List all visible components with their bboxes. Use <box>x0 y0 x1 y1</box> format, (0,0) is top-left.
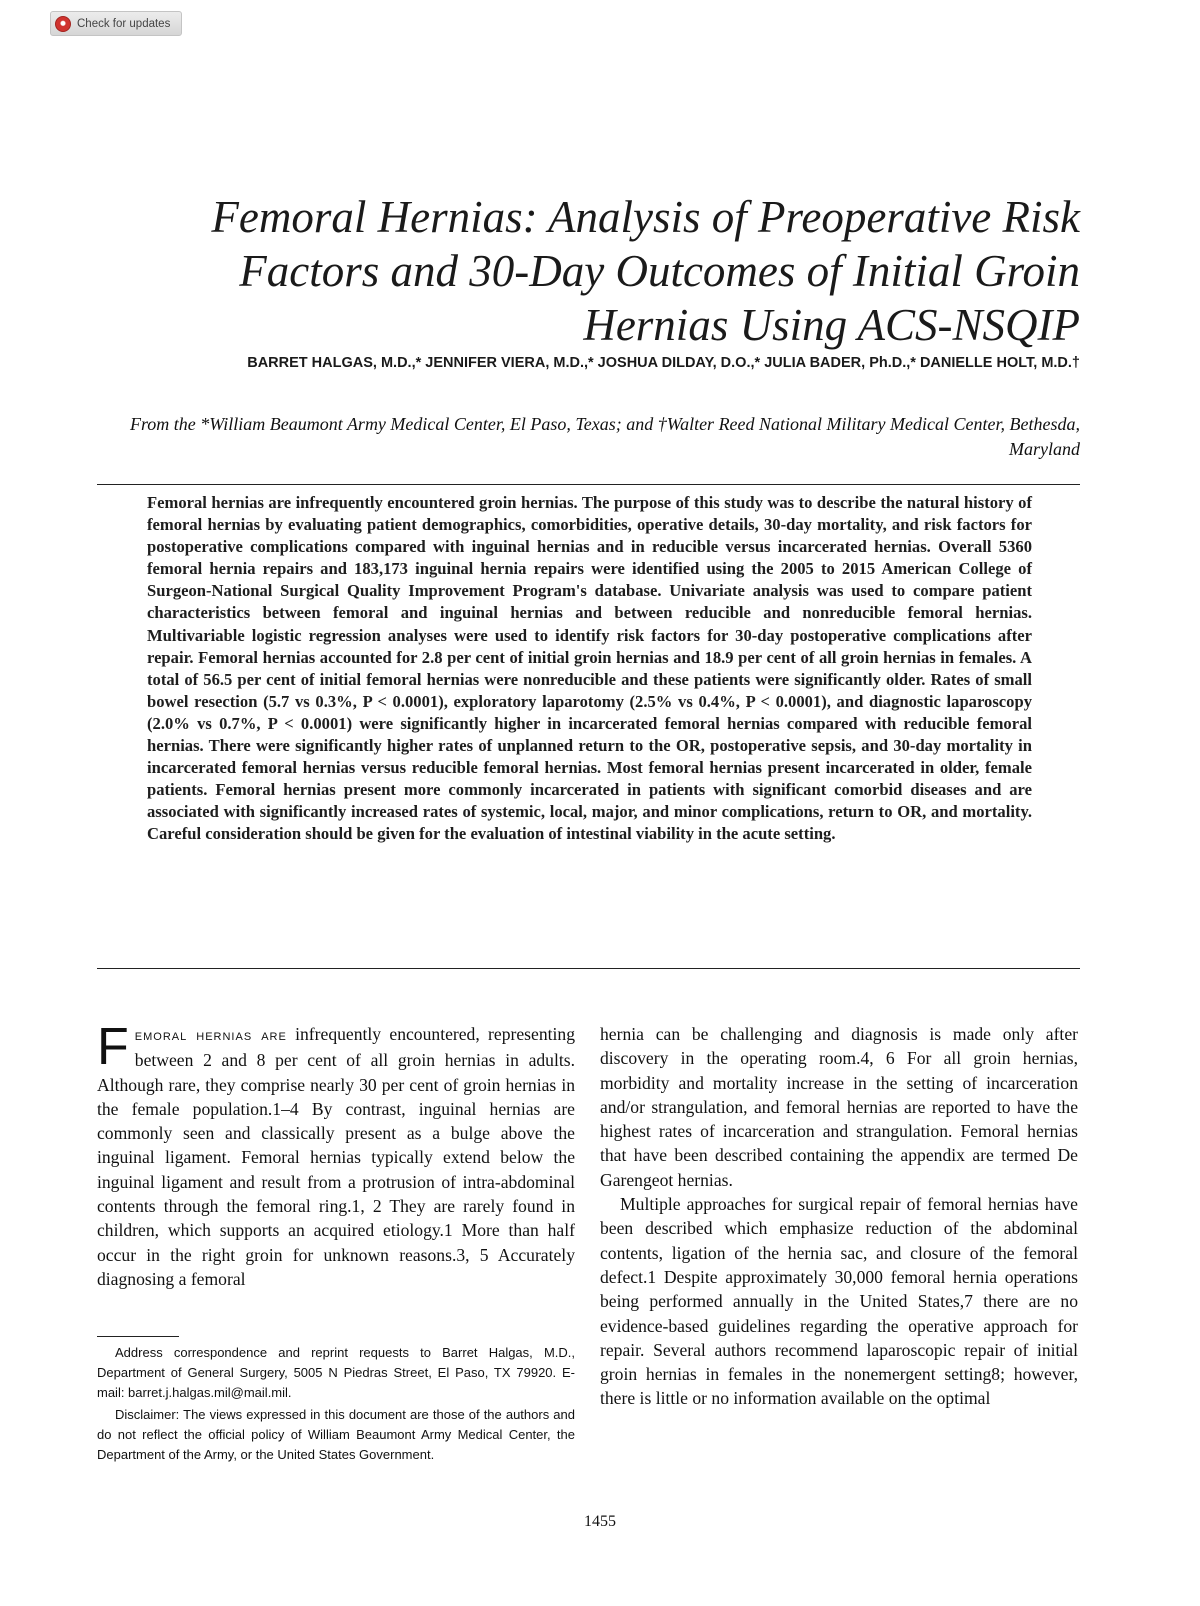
lead-in-smallcaps: emoral hernias are <box>134 1027 287 1044</box>
abstract-bottom-rule <box>97 968 1080 969</box>
body-left-column <box>97 1018 575 1291</box>
author-list: BARRET HALGAS, M.D.,* JENNIFER VIERA, M.D.,* JOSHUA DILDAY, D.O.,* JULIA BADER, Ph.D.,* DANIELLE HOLT, M.D.† <box>247 355 1080 371</box>
page-number: 1455 <box>584 1513 616 1530</box>
check-updates-icon <box>55 16 71 32</box>
check-for-updates-label: Check for updates <box>77 17 171 30</box>
body-paragraph: hernia can be challenging and diagnosis is made only after discovery in the operating room.4, 6 For all groin hernias, morbidity and mortality increase in the setting of incarceration and/or strangulation, and femoral hernias are reported to have the highest rates of incarceration and strangulation. Femoral hernias that have been described containing the appendix are termed De Garengeot hernias. <box>600 1024 1078 1190</box>
footnotes <box>97 1343 575 1467</box>
abstract-top-rule <box>97 484 1080 485</box>
body-paragraph: Multiple approaches for surgical repair of femoral hernias have been described which emphasize reduction of the abdominal contents, ligation of the hernia sac, and closure of the femoral defect.1 Despite approximately 30,000 femoral hernia operations being performed annually in the United States,7 there are no evidence-based guidelines regarding the operative approach for repair. Several authors recommend laparoscopic repair of initial groin hernias in females in the nonemergent setting8; however, there is little or no information available on the optimal <box>600 1194 1078 1409</box>
drop-cap: F <box>97 1018 129 1076</box>
intro-paragraph <box>97 1018 575 1291</box>
intro-text: infrequently encountered, representing between 2 and 8 per cent of all groin hernias in adults. Although rare, they comprise nearly 30 per cent of groin hernias in the female population.1–4 By contrast, inguinal hernias are commonly seen and classically present as a bulge above the inguinal ligament. Femoral hernias typically extend below the inguinal ligament and result from a protrusion of intra-abdominal contents through the femoral ring.1, 2 They are rarely found in children, which supports an acquired etiology.1 More than half occur in the right groin for unknown reasons.3, 5 Accurately diagnosing a femoral <box>97 1024 575 1289</box>
check-for-updates-button[interactable] <box>50 11 182 36</box>
correspondence-footnote: Address correspondence and reprint requests to Barret Halgas, M.D., Department of General Surgery, 5005 N Piedras Street, El Paso, TX 79920. E-mail: barret.j.halgas.mil@mail.mil. <box>97 1345 575 1400</box>
article-title: Femoral Hernias: Analysis of Preoperative Risk Factors and 30-Day Outcomes of Initial Groin Hernias Using ACS-NSQIP <box>211 192 1080 350</box>
affiliation: From the *William Beaumont Army Medical Center, El Paso, Texas; and †Walter Reed National Military Medical Center, Bethesda, Maryland <box>129 414 1080 459</box>
disclaimer-footnote: Disclaimer: The views expressed in this document are those of the authors and do not reflect the official policy of William Beaumont Army Medical Center, the Department of the Army, or the United States Government. <box>97 1407 575 1462</box>
footnote-rule <box>97 1336 179 1337</box>
body-right-column <box>600 1022 1078 1411</box>
abstract: Femoral hernias are infrequently encountered groin hernias. The purpose of this study was to describe the natural history of femoral hernias by evaluating patient demographics, comorbidities, operative details, 30-day mortality, and risk factors for postoperative complications compared with inguinal hernias and in reducible versus incarcerated hernias. Overall 5360 femoral hernia repairs and 183,173 inguinal hernia repairs were identified using the 2005 to 2015 American College of Surgeon-National Surgical Quality Improvement Program's database. Univariate analysis was used to compare patient characteristics between femoral and inguinal hernias and between reducible and nonreducible femoral hernias. Multivariable logistic regression analyses were used to identify risk factors for 30-day postoperative complications after repair. Femoral hernias accounted for 2.8 per cent of initial groin hernias and 18.9 per cent of all groin hernias in females. A total of 56.5 per cent of initial femoral hernias were nonreducible and these patients were significantly older. Rates of small bowel resection (5.7 vs 0.3%, P < 0.0001), exploratory laparotomy (2.5% vs 0.4%, P < 0.0001), and diagnostic laparoscopy (2.0% vs 0.7%, P < 0.0001) were significantly higher in incarcerated femoral hernias compared with reducible femoral hernias. There were significantly higher rates of unplanned return to the OR, postoperative sepsis, and 30-day mortality in incarcerated femoral hernias versus reducible femoral hernias. Most femoral hernias present incarcerated in older, female patients. Femoral hernias present more commonly incarcerated in patients with significant comorbid diseases and are associated with significantly increased rates of systemic, local, major, and minor complications, return to OR, and mortality. Careful consideration should be given for the evaluation of intestinal viability in the acute setting. <box>147 493 1032 844</box>
